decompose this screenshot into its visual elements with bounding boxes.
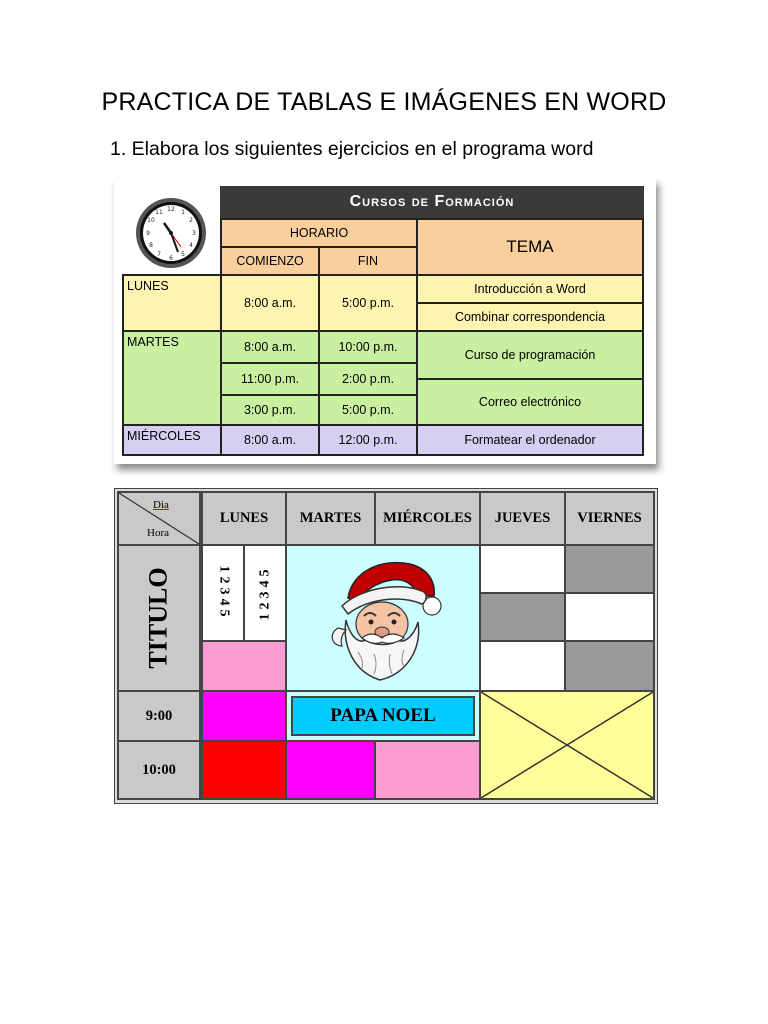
day-header: LUNES	[201, 491, 287, 546]
digits-text: 12345	[216, 565, 231, 621]
time-cell: 8:00 a.m.	[220, 330, 320, 364]
cross-lines	[481, 692, 653, 798]
topic-cell: Combinar correspondencia	[416, 302, 644, 332]
fin-header: FIN	[318, 246, 418, 276]
topic-cell: Correo electrónico	[416, 378, 644, 426]
time-cell: 8:00 a.m.	[220, 424, 320, 456]
corner-dia: Dia	[153, 499, 169, 511]
time-cell: 2:00 p.m.	[318, 362, 418, 396]
time-cell: 5:00 p.m.	[318, 394, 418, 426]
crossed-cell	[479, 690, 655, 800]
horario-header: HORARIO	[220, 218, 418, 248]
training-courses-table	[114, 178, 656, 464]
day-miercoles: MIÉRCOLES	[122, 424, 222, 456]
tema-header: TEMA	[416, 218, 644, 276]
svg-text:11: 11	[155, 209, 163, 216]
titulo-cell	[117, 544, 201, 692]
day-header: VIERNES	[564, 491, 655, 546]
corner-hora: Hora	[147, 527, 169, 539]
svg-text:3: 3	[192, 230, 196, 237]
checker-cell	[479, 544, 566, 594]
wall-clock-icon	[134, 196, 208, 270]
time-cell: 11:00 p.m.	[220, 362, 320, 396]
schedule-practice-table	[114, 488, 658, 804]
digits-text: 12345	[257, 565, 272, 621]
time-cell: 3:00 p.m.	[220, 394, 320, 426]
svg-text:10: 10	[147, 217, 155, 224]
svg-text:1: 1	[181, 209, 185, 216]
time-cell: 8:00 a.m.	[220, 274, 320, 332]
svg-text:7: 7	[157, 251, 161, 258]
digits-cell	[243, 544, 287, 642]
pink-cell	[201, 640, 287, 692]
svg-text:9: 9	[146, 230, 150, 237]
red-cell	[201, 740, 287, 800]
day-header: MIÉRCOLES	[374, 491, 481, 546]
papa-noel-cell	[285, 690, 481, 742]
pink-cell	[374, 740, 481, 800]
svg-text:4: 4	[189, 242, 193, 249]
hour-label: 10:00	[117, 740, 201, 800]
corner-cell	[117, 491, 201, 546]
day-lunes: LUNES	[122, 274, 222, 332]
checker-cell	[564, 544, 655, 594]
svg-text:5: 5	[181, 251, 185, 258]
topic-cell: Curso de programación	[416, 330, 644, 380]
checker-cell	[564, 592, 655, 642]
topic-cell: Formatear el ordenador	[416, 424, 644, 456]
digits-cell	[201, 544, 245, 642]
day-martes: MARTES	[122, 330, 222, 426]
santa-image-cell	[285, 544, 481, 692]
day-header: MARTES	[285, 491, 376, 546]
magenta-cell	[285, 740, 376, 800]
hour-label: 9:00	[117, 690, 201, 742]
svg-text:12: 12	[167, 206, 175, 213]
time-cell: 12:00 p.m.	[318, 424, 418, 456]
checker-cell	[479, 592, 566, 642]
page-title: PRACTICA DE TABLAS E IMÁGENES EN WORD	[101, 88, 667, 116]
svg-text:8: 8	[149, 242, 153, 249]
comienzo-header: COMIENZO	[220, 246, 320, 276]
instruction-text: 1. Elabora los siguientes ejercicios en el programa word	[110, 138, 594, 160]
topic-cell: Introducción a Word	[416, 274, 644, 304]
checker-cell	[564, 640, 655, 692]
time-cell: 10:00 p.m.	[318, 330, 418, 364]
titulo-text: TITULO	[144, 567, 173, 669]
santa-claus-clipart	[318, 550, 448, 686]
time-cell: 5:00 p.m.	[318, 274, 418, 332]
courses-header: Cursos de Formación	[220, 186, 644, 218]
day-header: JUEVES	[479, 491, 566, 546]
magenta-cell	[201, 690, 287, 742]
svg-text:2: 2	[189, 217, 193, 224]
svg-text:6: 6	[169, 255, 173, 262]
papa-noel-label: PAPA NOEL	[291, 696, 475, 736]
checker-cell	[479, 640, 566, 692]
